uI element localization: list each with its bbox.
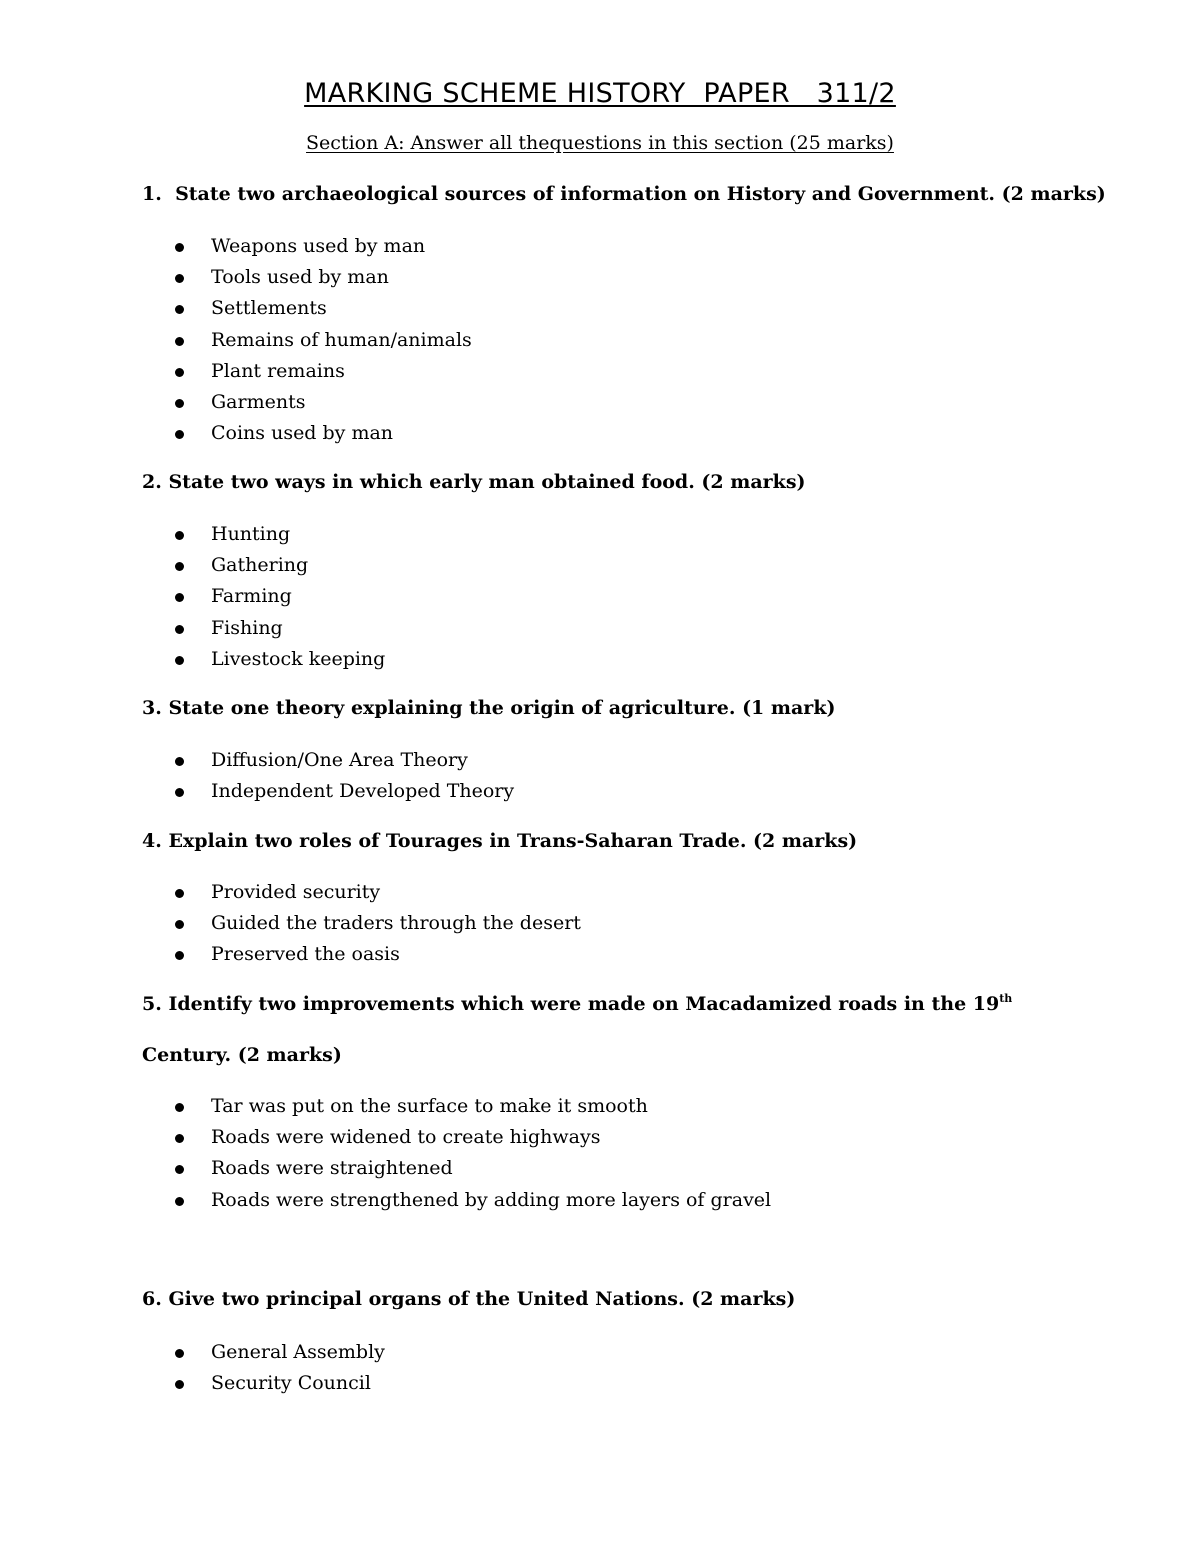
answer-text: Livestock keeping [211, 647, 386, 670]
answer-item [174, 418, 472, 449]
bullet-icon [175, 625, 184, 634]
question-5-text: 5. Identify two improvements which were made on Macadamized roads in the 19 [142, 993, 1000, 1015]
answer-text: Remains of human/animals [211, 328, 472, 351]
answer-text: Settlements [211, 297, 327, 320]
bullet-icon [175, 274, 184, 283]
answer-item [174, 581, 385, 612]
bullet-icon [175, 1103, 184, 1112]
question-3: 3. State one theory explaining the origin of agriculture. (1 mark) [142, 697, 836, 719]
section-heading: Section A: Answer all thequestions in this section (25 marks) [306, 132, 894, 154]
bullet-icon [175, 1165, 184, 1174]
answer-item [174, 293, 472, 324]
answer-text: Farming [211, 585, 292, 608]
bullet-icon [175, 1380, 184, 1389]
question-5 [142, 993, 1012, 1015]
answer-list-1 [174, 231, 472, 449]
answer-text: Weapons used by man [211, 235, 426, 257]
answer-item [174, 550, 385, 581]
bullet-icon [175, 562, 184, 571]
answer-text: Independent Developed Theory [211, 780, 515, 803]
answer-text: Roads were straightened [211, 1157, 453, 1180]
answer-list-6 [174, 1337, 385, 1399]
answer-item [174, 387, 472, 418]
answer-text: Garments [211, 390, 306, 413]
answer-text: Plant remains [211, 359, 345, 382]
bullet-icon [175, 305, 184, 314]
document-title: MARKING SCHEME HISTORY PAPER 311/2 [304, 78, 896, 109]
bullet-icon [175, 531, 184, 540]
answer-list-4 [174, 877, 581, 971]
answer-item [174, 231, 472, 262]
answer-list-3 [174, 745, 514, 807]
bullet-icon [175, 368, 184, 377]
bullet-icon [175, 1349, 184, 1358]
bullet-icon [175, 1197, 184, 1206]
answer-item [174, 1368, 385, 1399]
answer-item [174, 877, 581, 908]
answer-text: Provided security [211, 881, 381, 903]
question-2: 2. State two ways in which early man obtained food. (2 marks) [142, 471, 806, 493]
answer-item [174, 1091, 771, 1122]
answer-text: Guided the traders through the desert [211, 912, 581, 935]
answer-text: Roads were widened to create highways [211, 1126, 601, 1149]
answer-item [174, 356, 472, 387]
answer-item [174, 1153, 771, 1184]
answer-item [174, 325, 472, 356]
bullet-icon [175, 920, 184, 929]
question-4: 4. Explain two roles of Tourages in Trans-Saharan Trade. (2 marks) [142, 830, 858, 852]
bullet-icon [175, 399, 184, 408]
answer-item [174, 908, 581, 939]
bullet-icon [175, 1134, 184, 1143]
answer-text: Roads were strengthened by adding more layers of gravel [211, 1188, 772, 1211]
answer-item [174, 745, 514, 776]
bullet-icon [175, 757, 184, 766]
bullet-icon [175, 337, 184, 346]
answer-item [174, 1122, 771, 1153]
answer-item [174, 939, 581, 970]
answer-text: Preserved the oasis [211, 943, 400, 966]
answer-item [174, 1337, 385, 1368]
bullet-icon [175, 243, 184, 252]
answer-text: Diffusion/One Area Theory [211, 749, 468, 771]
answer-text: Coins used by man [211, 422, 394, 445]
answer-list-2 [174, 519, 385, 675]
answer-text: Tools used by man [211, 266, 389, 289]
answer-item [174, 613, 385, 644]
bullet-icon [175, 430, 184, 439]
answer-item [174, 262, 472, 293]
answer-text: Tar was put on the surface to make it smooth [211, 1095, 648, 1117]
question-5-continuation: Century. (2 marks) [142, 1044, 342, 1066]
answer-text: Fishing [211, 616, 283, 639]
answer-text: Gathering [211, 554, 309, 577]
bullet-icon [175, 656, 184, 665]
bullet-icon [175, 889, 184, 898]
ordinal-superscript: th [999, 992, 1013, 1005]
answer-item [174, 776, 514, 807]
answer-text: Hunting [211, 523, 291, 545]
answer-item [174, 644, 385, 675]
question-6: 6. Give two principal organs of the United Nations. (2 marks) [142, 1288, 796, 1310]
question-1: 1. State two archaeological sources of information on History and Government. (2 marks) [142, 183, 1106, 205]
bullet-icon [175, 593, 184, 602]
answer-item [174, 1185, 771, 1216]
bullet-icon [175, 951, 184, 960]
answer-item [174, 519, 385, 550]
bullet-icon [175, 788, 184, 797]
answer-text: General Assembly [211, 1341, 385, 1363]
answer-list-5 [174, 1091, 771, 1216]
answer-text: Security Council [211, 1372, 371, 1395]
